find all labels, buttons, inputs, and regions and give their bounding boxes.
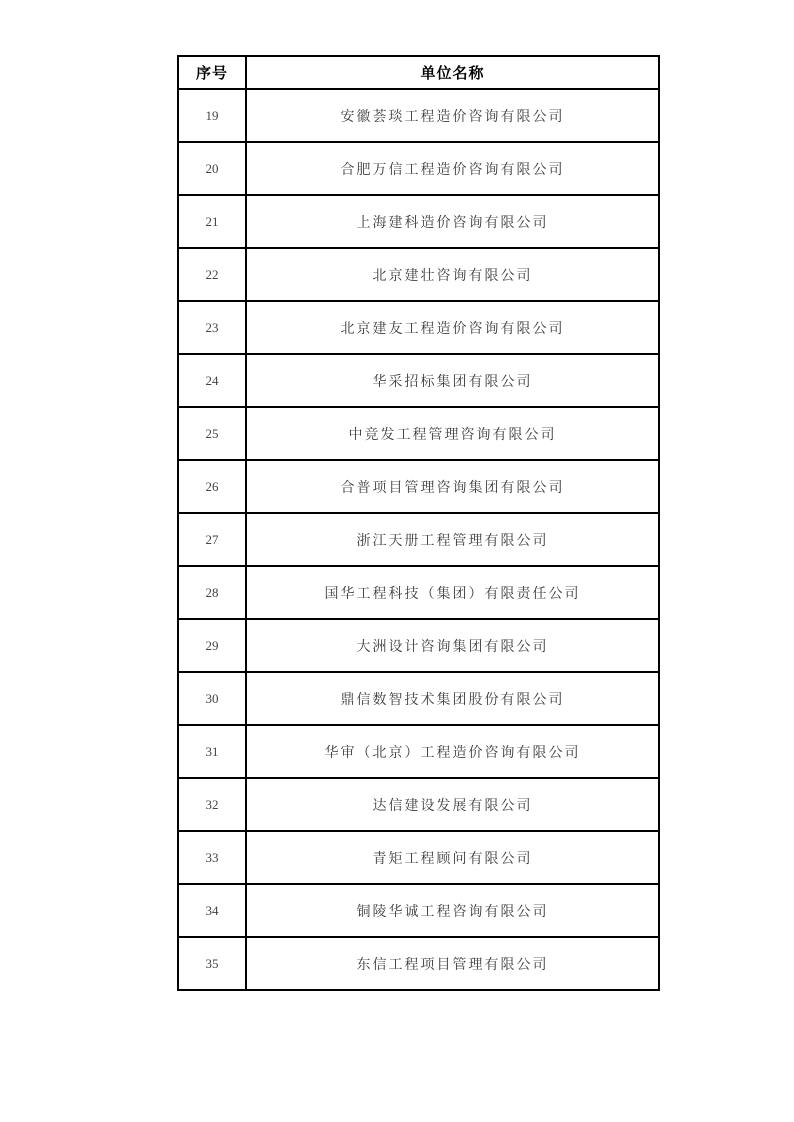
table-row <box>178 89 659 142</box>
row-number: 26 <box>178 460 246 513</box>
table-row <box>178 884 659 937</box>
company-name: 安徽荟琰工程造价咨询有限公司 <box>246 89 659 142</box>
table-row <box>178 619 659 672</box>
row-number: 28 <box>178 566 246 619</box>
row-number: 30 <box>178 672 246 725</box>
company-name: 鼎信数智技术集团股份有限公司 <box>246 672 659 725</box>
company-name: 北京建壮咨询有限公司 <box>246 248 659 301</box>
table-row <box>178 354 659 407</box>
company-name: 北京建友工程造价咨询有限公司 <box>246 301 659 354</box>
company-name: 大洲设计咨询集团有限公司 <box>246 619 659 672</box>
row-number: 35 <box>178 937 246 990</box>
table-row <box>178 672 659 725</box>
company-name: 国华工程科技（集团）有限责任公司 <box>246 566 659 619</box>
row-number: 32 <box>178 778 246 831</box>
row-number: 33 <box>178 831 246 884</box>
row-number: 21 <box>178 195 246 248</box>
table-row <box>178 142 659 195</box>
table-body <box>178 89 659 990</box>
company-name: 青矩工程顾问有限公司 <box>246 831 659 884</box>
table-row <box>178 301 659 354</box>
table-row <box>178 566 659 619</box>
row-number: 34 <box>178 884 246 937</box>
table-row <box>178 778 659 831</box>
row-number: 27 <box>178 513 246 566</box>
company-name: 中竞发工程管理咨询有限公司 <box>246 407 659 460</box>
company-name: 东信工程项目管理有限公司 <box>246 937 659 990</box>
table-row <box>178 831 659 884</box>
company-name: 合肥万信工程造价咨询有限公司 <box>246 142 659 195</box>
row-number: 23 <box>178 301 246 354</box>
table-row <box>178 725 659 778</box>
row-number: 29 <box>178 619 246 672</box>
row-number: 19 <box>178 89 246 142</box>
company-name: 华采招标集团有限公司 <box>246 354 659 407</box>
table-row <box>178 248 659 301</box>
row-number: 31 <box>178 725 246 778</box>
header-row <box>178 56 659 89</box>
row-number: 25 <box>178 407 246 460</box>
company-name: 上海建科造价咨询有限公司 <box>246 195 659 248</box>
table-row <box>178 407 659 460</box>
table-row <box>178 195 659 248</box>
table-row <box>178 513 659 566</box>
row-number: 22 <box>178 248 246 301</box>
company-name: 铜陵华诚工程咨询有限公司 <box>246 884 659 937</box>
company-name: 达信建设发展有限公司 <box>246 778 659 831</box>
company-name: 浙江天册工程管理有限公司 <box>246 513 659 566</box>
table-row <box>178 460 659 513</box>
company-name: 合普项目管理咨询集团有限公司 <box>246 460 659 513</box>
row-number: 24 <box>178 354 246 407</box>
row-number: 20 <box>178 142 246 195</box>
column-header-unit-name: 单位名称 <box>246 56 659 89</box>
company-table <box>177 55 660 991</box>
company-name: 华审（北京）工程造价咨询有限公司 <box>246 725 659 778</box>
table-row <box>178 937 659 990</box>
column-header-no: 序号 <box>178 56 246 89</box>
